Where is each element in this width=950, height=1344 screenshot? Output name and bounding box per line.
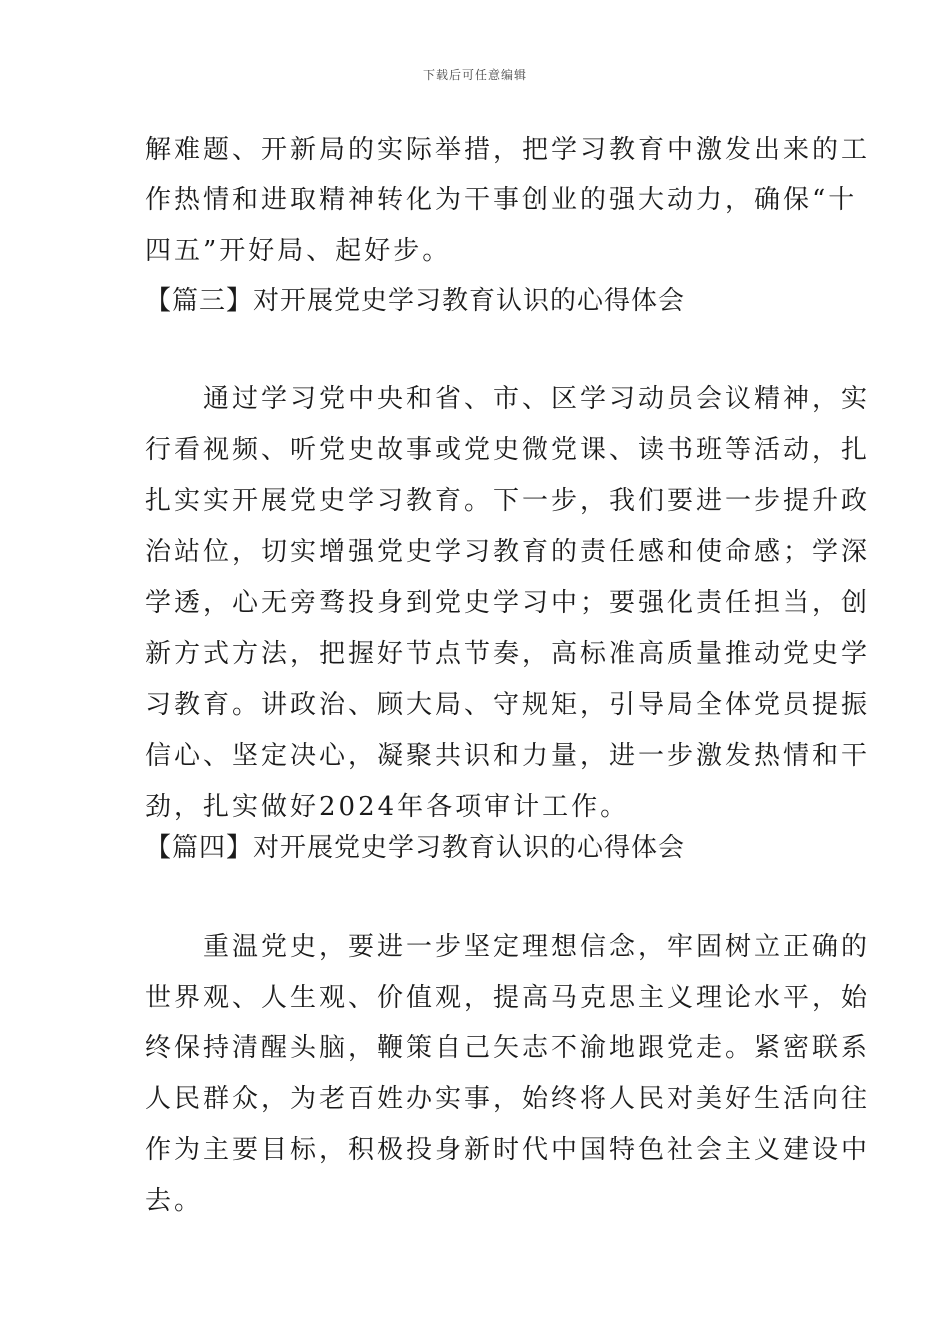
paragraph-line: 行看视频、听党史故事或党史微党课、读书班等活动，扎: [145, 435, 871, 465]
paragraph-line: 新方式方法，把握好节点节奏，高标准高质量推动党史学: [145, 639, 871, 669]
paragraph-line: 治站位，切实增强党史学习教育的责任感和使命感；学深: [145, 537, 871, 567]
section-three-heading: 【篇三】对开展党史学习教育认识的心得体会: [145, 286, 686, 316]
section-four-heading: 【篇四】对开展党史学习教育认识的心得体会: [145, 833, 686, 863]
paragraph-line: 作为主要目标，积极投身新时代中国特色社会主义建设中: [145, 1135, 871, 1165]
paragraph-line: 重温党史，要进一步坚定理想信念，牢固树立正确的: [145, 932, 871, 962]
paragraph-line: 信心、坚定决心，凝聚共识和力量，进一步激发热情和干: [145, 741, 871, 771]
paragraph-line: 劲，扎实做好2024年各项审计工作。: [145, 792, 630, 822]
paragraph-line: 习教育。讲政治、顾大局、守规矩，引导局全体党员提振: [145, 690, 871, 720]
paragraph-line: 学透，心无旁骛投身到党史学习中；要强化责任担当，创: [145, 588, 871, 618]
paragraph-line: 通过学习党中央和省、市、区学习动员会议精神，实: [145, 384, 871, 414]
page-header: 下载后可任意编辑: [422, 68, 527, 82]
paragraph-line: 终保持清醒头脑，鞭策自己矢志不渝地跟党走。紧密联系: [145, 1033, 871, 1063]
paragraph-line: 解难题、开新局的实际举措，把学习教育中激发出来的工: [145, 135, 871, 165]
paragraph-line: 作热情和进取精神转化为干事创业的强大动力，确保“十: [145, 185, 858, 215]
paragraph-line: 去。: [145, 1186, 204, 1216]
paragraph-line: 世界观、人生观、价值观，提高马克思主义理论水平，始: [145, 983, 871, 1013]
paragraph-line: 人民群众，为老百姓办实事，始终将人民对美好生活向往: [145, 1084, 871, 1114]
paragraph-line: 扎实实开展党史学习教育。下一步，我们要进一步提升政: [145, 486, 871, 516]
paragraph-line: 四五”开好局、起好步。: [145, 236, 452, 266]
